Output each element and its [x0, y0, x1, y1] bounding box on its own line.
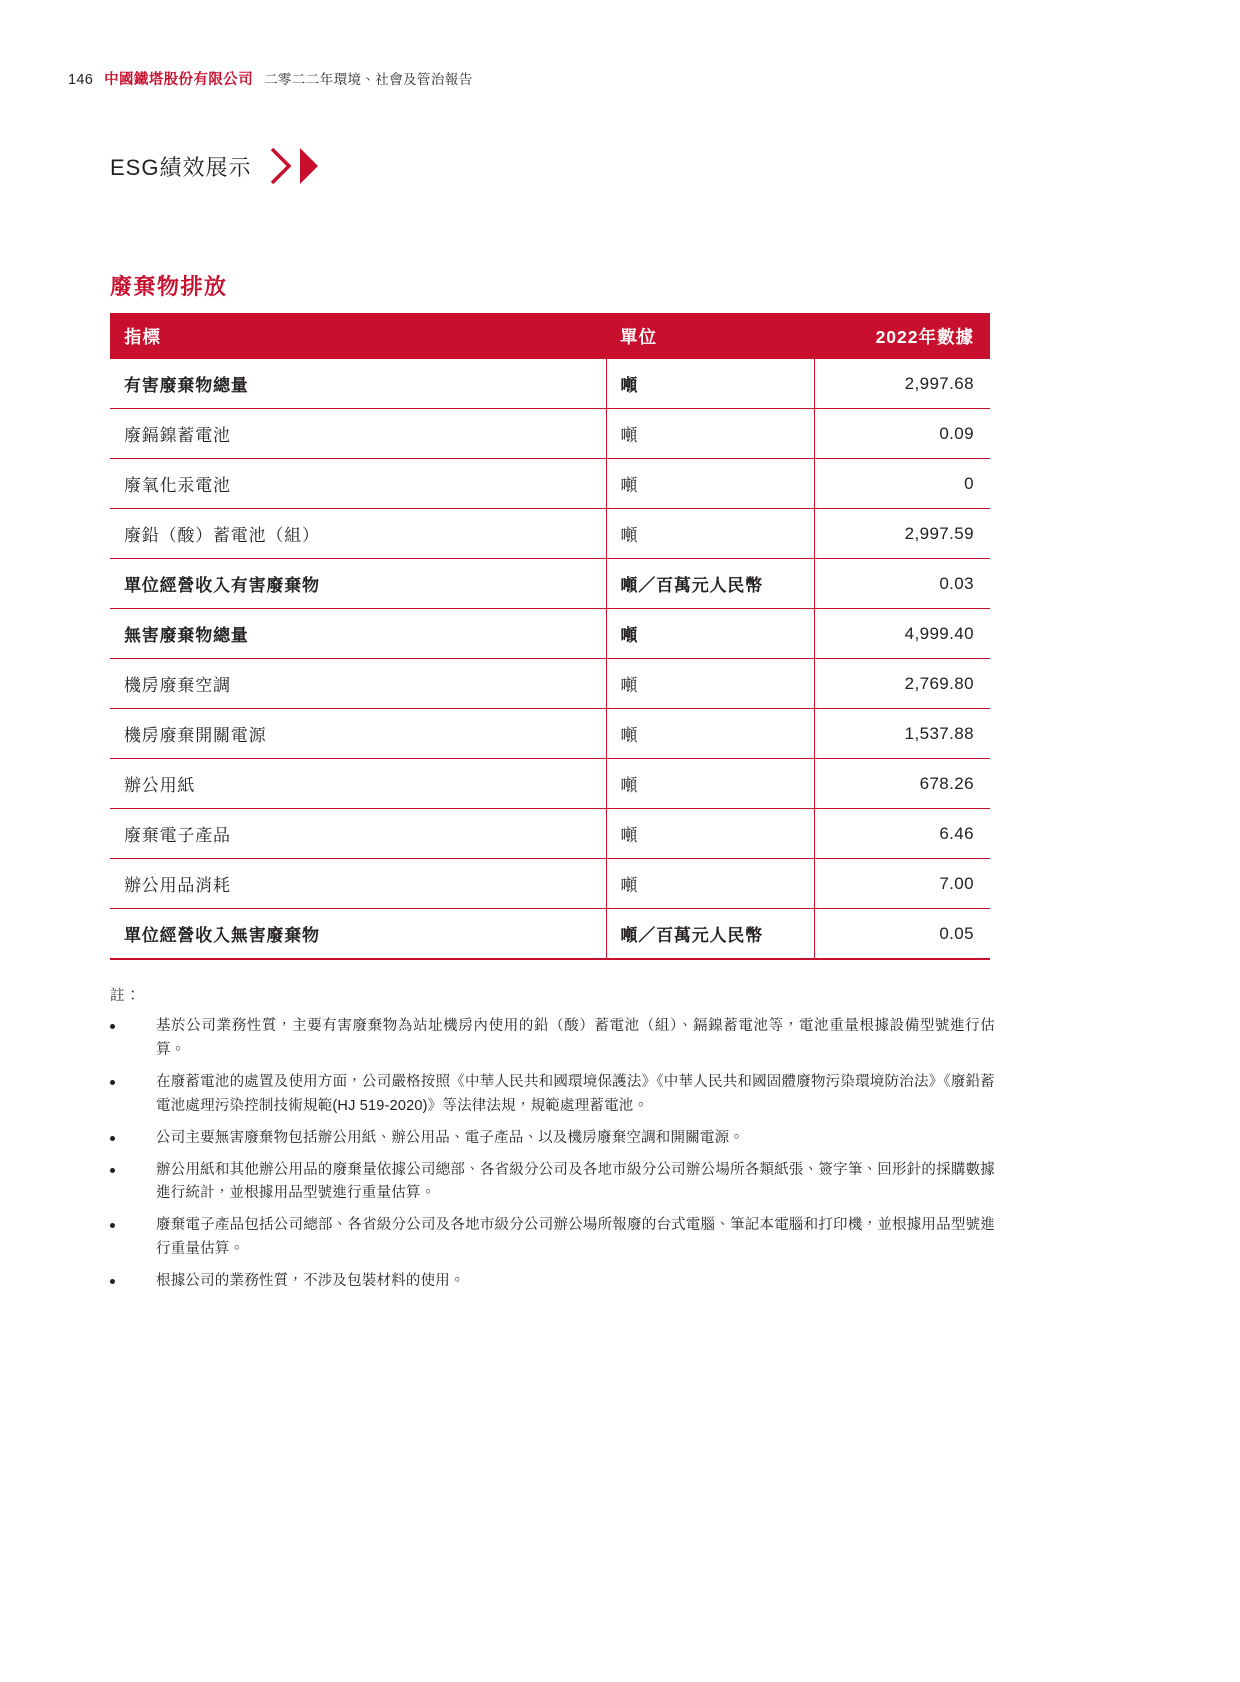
- cell-unit: 噸: [606, 359, 814, 409]
- cell-unit: 噸: [606, 859, 814, 909]
- cell-unit: 噸: [606, 459, 814, 509]
- esg-section-label: ESG績效展示: [110, 154, 252, 180]
- table-row: [110, 459, 990, 509]
- cell-indicator: 無害廢棄物總量: [110, 609, 606, 659]
- table-row: [110, 409, 990, 459]
- column-header-value: 2022年數據: [814, 313, 990, 359]
- cell-indicator: 廢鎘鎳蓄電池: [110, 409, 606, 459]
- running-header: [68, 68, 473, 89]
- notes-label: 註：: [110, 988, 141, 1004]
- table-body: [110, 359, 990, 959]
- cell-value: 0.05: [814, 909, 990, 960]
- note-item: 在廢蓄電池的處置及使用方面，公司嚴格按照《中華人民共和國環境保護法》《中華人民共和國固體廢物污染環境防治法》《廢鉛蓄電池處理污染控制技術規範(HJ 519-2020)》等法律法規，規範處理蓄電池。: [110, 1071, 995, 1119]
- table-row: [110, 809, 990, 859]
- cell-indicator: 有害廢棄物總量: [110, 359, 606, 409]
- cell-indicator: 單位經營收入無害廢棄物: [110, 909, 606, 960]
- cell-indicator: 廢鉛（酸）蓄電池（組）: [110, 509, 606, 559]
- table-row: [110, 609, 990, 659]
- notes-list: [110, 1015, 995, 1294]
- cell-indicator: 機房廢棄空調: [110, 659, 606, 709]
- table-row: [110, 659, 990, 709]
- cell-indicator: 機房廢棄開關電源: [110, 709, 606, 759]
- cell-value: 4,999.40: [814, 609, 990, 659]
- notes-section: [110, 985, 995, 1302]
- cell-value: 6.46: [814, 809, 990, 859]
- note-item: 根據公司的業務性質，不涉及包裝材料的使用。: [110, 1270, 995, 1294]
- cell-indicator: 辦公用品消耗: [110, 859, 606, 909]
- cell-unit: 噸: [606, 709, 814, 759]
- page-number: 146: [68, 72, 94, 88]
- table-header-row: [110, 313, 990, 359]
- cell-value: 0.03: [814, 559, 990, 609]
- table-row: [110, 859, 990, 909]
- table-row: [110, 709, 990, 759]
- company-name: 中國鐵塔股份有限公司: [104, 72, 254, 88]
- cell-unit: 噸: [606, 759, 814, 809]
- cell-value: 2,997.59: [814, 509, 990, 559]
- cell-unit: 噸／百萬元人民幣: [606, 559, 814, 609]
- note-item: 辦公用紙和其他辦公用品的廢棄量依據公司總部、各省級分公司及各地市級分公司辦公場所各類紙張、簽字筆、回形針的採購數據進行統計，並根據用品型號進行重量估算。: [110, 1159, 995, 1207]
- double-chevron-right-icon: [269, 146, 323, 186]
- cell-unit: 噸: [606, 509, 814, 559]
- column-header-unit: 單位: [606, 313, 814, 359]
- table-row: [110, 909, 990, 960]
- table-row: [110, 759, 990, 809]
- cell-value: 1,537.88: [814, 709, 990, 759]
- cell-indicator: 廢氧化汞電池: [110, 459, 606, 509]
- cell-value: 678.26: [814, 759, 990, 809]
- note-item: 基於公司業務性質，主要有害廢棄物為站址機房內使用的鉛（酸）蓄電池（組）、鎘鎳蓄電池等，電池重量根據設備型號進行估算。: [110, 1015, 995, 1063]
- cell-value: 2,997.68: [814, 359, 990, 409]
- cell-unit: 噸: [606, 659, 814, 709]
- cell-value: 0.09: [814, 409, 990, 459]
- cell-unit: 噸: [606, 809, 814, 859]
- cell-value: 7.00: [814, 859, 990, 909]
- cell-unit: 噸／百萬元人民幣: [606, 909, 814, 960]
- cell-value: 0: [814, 459, 990, 509]
- cell-unit: 噸: [606, 609, 814, 659]
- table-header: [110, 313, 990, 359]
- cell-indicator: 辦公用紙: [110, 759, 606, 809]
- note-item: 廢棄電子產品包括公司總部、各省級分公司及各地市級分公司辦公場所報廢的台式電腦、筆記本電腦和打印機，並根據用品型號進行重量估算。: [110, 1214, 995, 1262]
- report-title: 二零二二年環境、社會及管治報告: [264, 72, 473, 87]
- table-row: [110, 359, 990, 409]
- table-row: [110, 559, 990, 609]
- note-item: 公司主要無害廢棄物包括辦公用紙、辦公用品、電子產品、以及機房廢棄空調和開關電源。: [110, 1127, 995, 1151]
- block-title: 廢棄物排放: [110, 274, 228, 299]
- cell-indicator: 廢棄電子產品: [110, 809, 606, 859]
- waste-emission-table: [110, 313, 990, 960]
- cell-value: 2,769.80: [814, 659, 990, 709]
- column-header-indicator: 指標: [110, 313, 606, 359]
- cell-indicator: 單位經營收入有害廢棄物: [110, 559, 606, 609]
- waste-emission-table-wrap: [110, 313, 990, 960]
- esg-section-heading: [110, 146, 323, 186]
- cell-unit: 噸: [606, 409, 814, 459]
- table-row: [110, 509, 990, 559]
